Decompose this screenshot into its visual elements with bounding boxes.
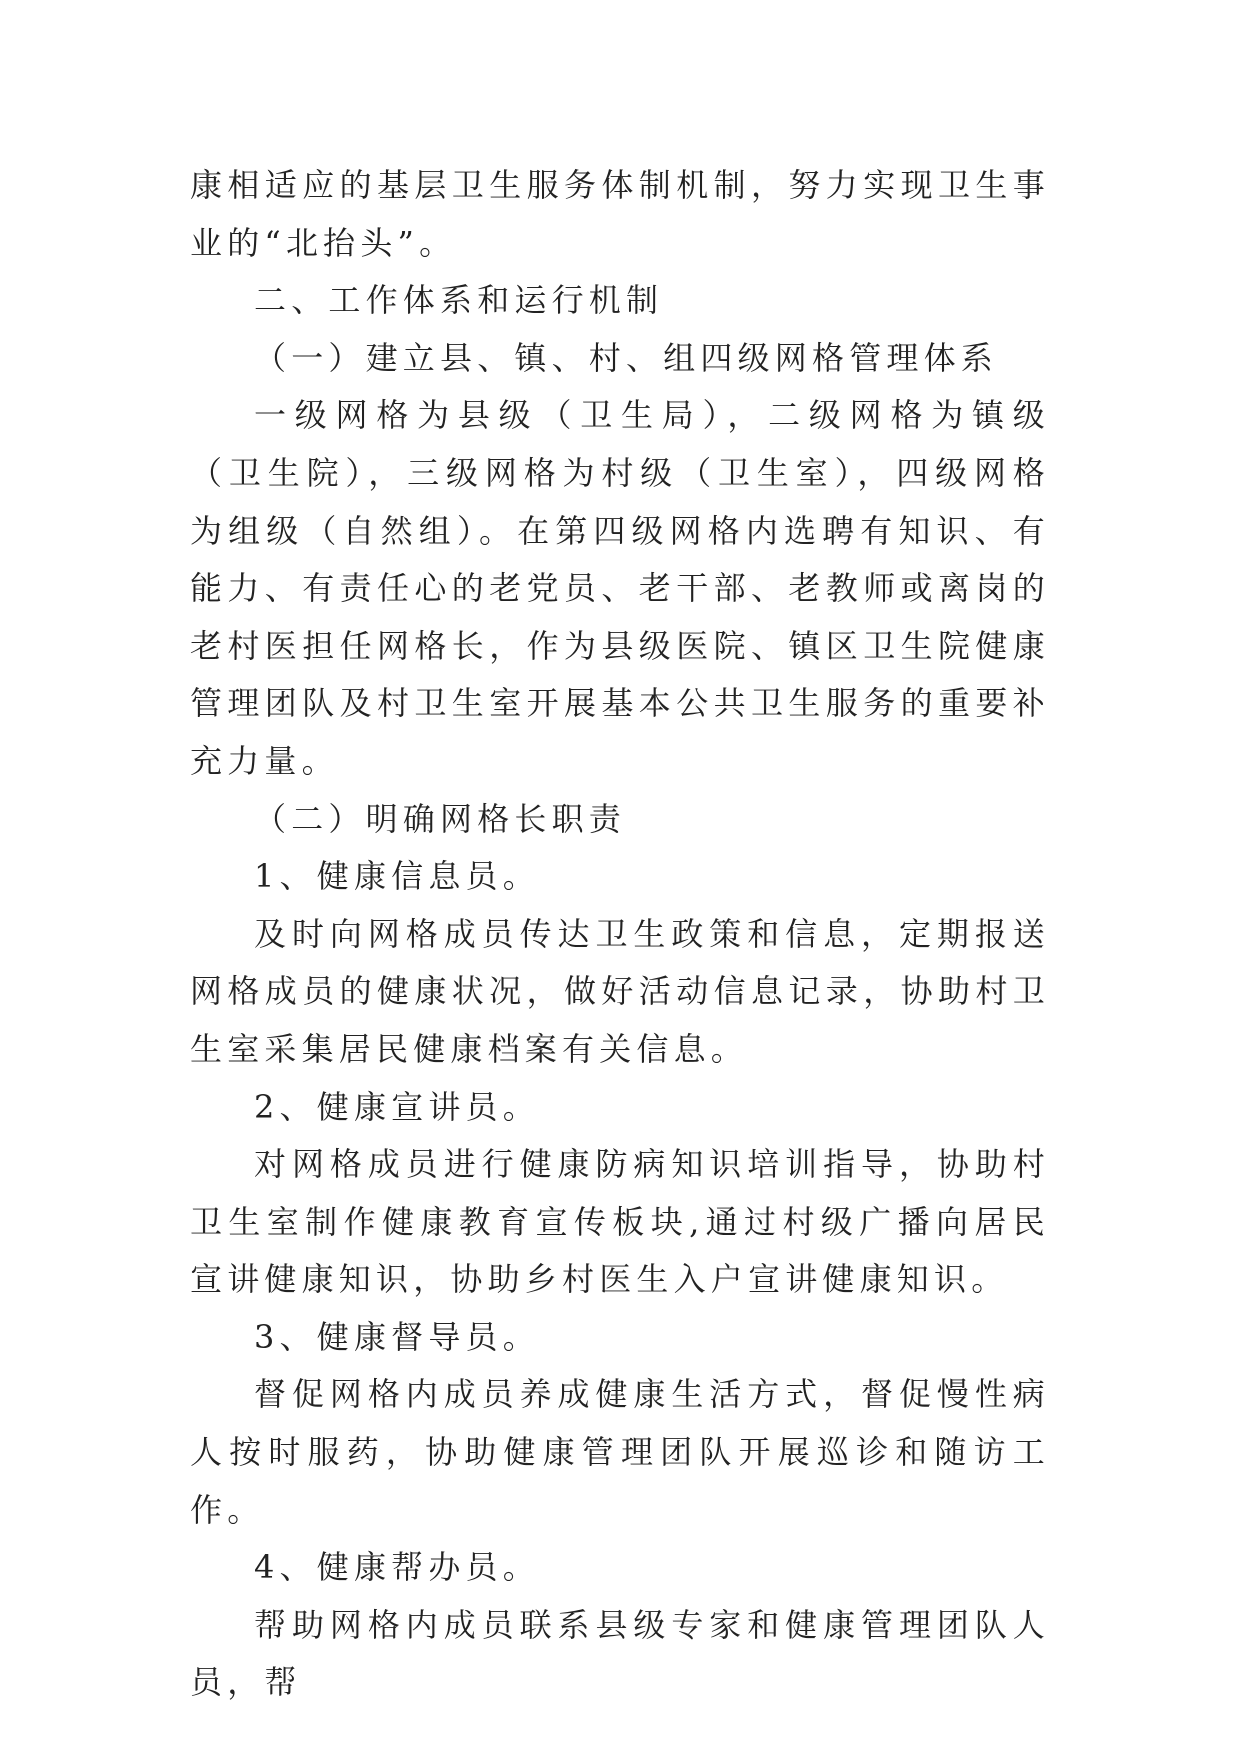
item-title: 3、健康督导员。: [254, 1317, 540, 1356]
paragraph: 及时向网格成员传达卫生政策和信息，定期报送网格成员的健康状况，做好活动信息记录，协助村卫生室采集居民健康档案有关信息。: [190, 914, 1050, 1068]
subsection-heading: （一）建立县、镇、村、组四级网格管理体系: [254, 338, 999, 377]
paragraph: 对网格成员进行健康防病知识培训指导，协助村卫生室制作健康教育宣传板块,通过村级广播向居民宣讲健康知识，协助乡村医生入户宣讲健康知识。: [190, 1145, 1050, 1299]
section-heading: 二、工作体系和运行机制: [254, 281, 664, 320]
paragraph: 一级网格为县级（卫生局），二级网格为镇级（卫生院），三级网格为村级（卫生室），四级网格为组级（自然组）。在第四级网格内选聘有知识、有能力、有责任心的老党员、老干部、老教师或离岗的老村医担任网格长，作为县级医院、镇区卫生院健康管理团队及村卫生室开展基本公共卫生服务的重要补充力量。: [190, 396, 1050, 780]
paragraph: 督促网格内成员养成健康生活方式，督促慢性病人按时服药，协助健康管理团队开展巡诊和随访工作。: [190, 1375, 1050, 1529]
document-body: [190, 157, 1050, 1712]
item-title: 4、健康帮办员。: [254, 1548, 540, 1587]
item-title: 2、健康宣讲员。: [254, 1087, 540, 1126]
subsection-heading: （二）明确网格长职责: [254, 799, 627, 838]
paragraph-continued: 康相适应的基层卫生服务体制机制，努力实现卫生事业的“北抬头”。: [190, 166, 1050, 262]
paragraph: 帮助网格内成员联系县级专家和健康管理团队人员，帮: [190, 1605, 1050, 1702]
item-title: 1、健康信息员。: [254, 857, 540, 896]
